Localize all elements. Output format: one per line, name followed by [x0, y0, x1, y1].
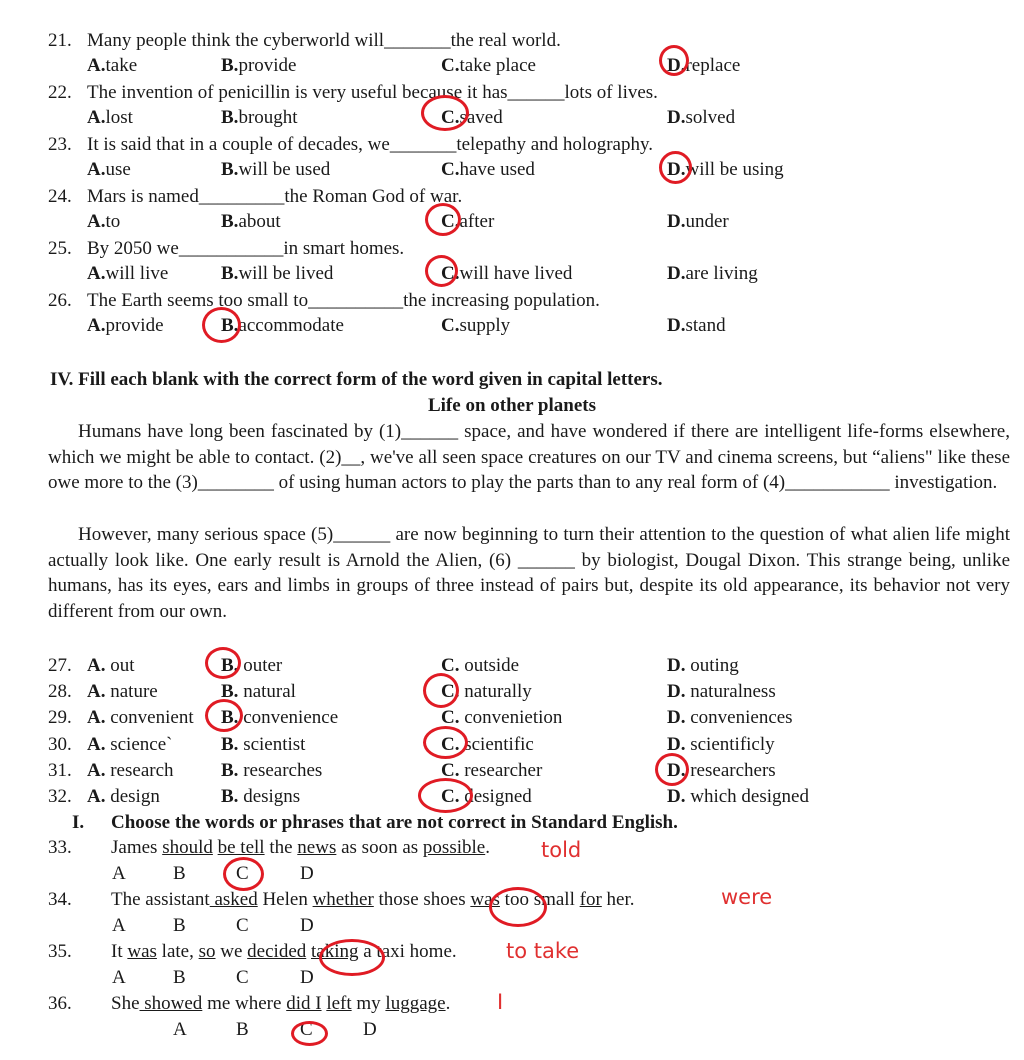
answer-circle-mark: [659, 151, 692, 184]
option-text: stand: [685, 315, 726, 336]
option-text: outer: [238, 655, 283, 676]
option-letter: C.: [441, 107, 460, 128]
option-text: scientificly: [685, 733, 775, 755]
section-i-roman: I.: [72, 812, 85, 833]
option-text: design: [105, 786, 160, 807]
option-text: will be using: [685, 159, 784, 180]
underlined-segment: possible: [422, 837, 486, 858]
question-number: 35.: [48, 941, 72, 962]
answer-circle-mark: [425, 203, 461, 236]
choice-letter-b: B: [173, 967, 186, 988]
option-d: [667, 681, 776, 703]
question-number: 28.: [48, 681, 72, 703]
section-iv-heading: IV. Fill each blank with the correct form of the word given in capital letters.: [50, 369, 663, 390]
option-letter: C.: [441, 55, 460, 76]
option-text: have used: [459, 159, 535, 180]
option-text: solved: [685, 107, 736, 128]
question-number: 26.: [48, 290, 72, 311]
option-letter: D.: [667, 211, 686, 232]
option-letter: C.: [441, 315, 460, 336]
option-text: nature: [105, 681, 158, 703]
sentence-text: It: [111, 941, 128, 962]
option-text: provide: [238, 55, 297, 76]
option-letter: A.: [87, 315, 106, 336]
option-letter: D.: [667, 107, 686, 128]
underlined-segment: be tell: [217, 837, 265, 858]
option-a: [87, 263, 168, 285]
choice-letter-b: B: [173, 915, 186, 936]
error-sentence: [111, 889, 635, 911]
option-b: [221, 760, 322, 782]
answer-circle-mark: [421, 95, 469, 131]
option-d: [667, 211, 729, 233]
option-text: will be lived: [238, 263, 334, 284]
option-text: lost: [105, 107, 133, 128]
option-letter: B.: [221, 263, 239, 284]
answer-circle-mark: [659, 45, 689, 76]
passage-paragraph-1: Humans have long been fascinated by (1)______ space, and have wondered if there are intelligent life-forms elsewhere, which we might be able to contact. (2)__, we've all seen space creatures on our TV and cinema screens, but “aliens" like these owe more to the (3)________ of using human actors to play the parts than to any real form of (4)___________ investigation.: [48, 421, 1010, 493]
option-b: [221, 159, 330, 181]
question-stem: It is said that in a couple of decades, we_______telepathy and holography.: [87, 134, 653, 155]
question-stem: The invention of penicillin is very useful because it has______lots of lives.: [87, 82, 658, 103]
question-number: 22.: [48, 82, 72, 103]
choice-letter-c: C: [236, 863, 249, 884]
option-text: take: [105, 55, 138, 76]
option-a: [87, 211, 120, 233]
sentence-text: .: [485, 837, 490, 858]
option-a: [87, 107, 133, 129]
option-c: [441, 655, 519, 677]
option-letter: B.: [221, 733, 239, 755]
option-text: naturally: [459, 681, 532, 703]
question-stem: The Earth seems too small to__________the increasing population.: [87, 290, 600, 311]
option-letter: C.: [441, 786, 460, 807]
option-letter: B.: [221, 681, 239, 703]
answer-circle-mark: [223, 857, 264, 891]
option-text: after: [459, 211, 495, 232]
option-text: researchers: [685, 759, 776, 781]
option-text: scientific: [459, 733, 534, 755]
option-letter: C.: [441, 733, 460, 755]
sentence-text: her.: [601, 889, 635, 910]
sentence-text: too small: [499, 889, 580, 910]
choice-letter-c: C: [236, 915, 249, 936]
option-a: [87, 681, 158, 703]
answer-circle-mark: [655, 753, 689, 786]
option-text: take place: [459, 55, 536, 76]
question-number: 34.: [48, 889, 72, 910]
option-a: [87, 315, 164, 337]
option-letter: C.: [441, 159, 460, 180]
option-text: designed: [459, 786, 532, 807]
question-number: 29.: [48, 707, 72, 729]
choice-letter-c: C: [236, 967, 249, 988]
option-b: [221, 211, 281, 233]
option-letter: C.: [441, 655, 460, 676]
option-letter: D.: [667, 786, 686, 807]
option-text: conveniences: [685, 707, 793, 729]
option-letter: C.: [441, 263, 460, 284]
option-text: will live: [105, 263, 169, 284]
underlined-segment: left: [326, 993, 352, 1014]
choice-letter-a: A: [112, 915, 126, 936]
option-text: researches: [238, 759, 323, 781]
option-letter: B.: [221, 786, 239, 807]
underlined-segment: should: [162, 837, 213, 858]
option-letter: A.: [87, 655, 106, 676]
underlined-segment: was: [127, 941, 157, 962]
option-letter: A.: [87, 211, 106, 232]
question-number: 32.: [48, 786, 72, 807]
question-stem: Mars is named_________the Roman God of war.: [87, 186, 463, 207]
option-letter: A.: [87, 733, 106, 755]
option-letter: D.: [667, 55, 686, 76]
error-sentence: [111, 993, 450, 1015]
option-letter: B.: [221, 759, 239, 781]
option-letter: D.: [667, 263, 686, 284]
option-text: science`: [105, 733, 173, 755]
option-a: [87, 655, 135, 677]
option-text: designs: [238, 786, 301, 807]
option-b: [221, 55, 296, 77]
option-letter: A.: [87, 759, 106, 781]
sentence-text: late,: [156, 941, 199, 962]
option-letter: D.: [667, 681, 686, 703]
option-letter: A.: [87, 55, 106, 76]
answer-circle-mark: [205, 699, 243, 732]
underlined-segment: showed: [139, 993, 203, 1014]
handwritten-correction: to take: [506, 939, 580, 963]
option-text: which designed: [685, 786, 809, 807]
option-a: [87, 55, 137, 77]
option-text: will have lived: [459, 263, 573, 284]
option-text: to: [105, 211, 121, 232]
sentence-text: as soon as: [336, 837, 423, 858]
question-number: 30.: [48, 733, 72, 755]
option-d: [667, 315, 726, 337]
option-b: [221, 734, 305, 756]
option-letter: B.: [221, 55, 239, 76]
option-letter: A.: [87, 107, 106, 128]
answer-circle-mark: [418, 778, 473, 813]
sentence-text: .: [445, 993, 451, 1014]
underlined-segment: decided: [247, 941, 307, 962]
sentence-text: my: [351, 993, 386, 1014]
question-number: 33.: [48, 837, 72, 858]
option-c: [441, 55, 536, 77]
option-text: will be used: [238, 159, 331, 180]
question-number: 31.: [48, 759, 72, 781]
option-letter: D.: [667, 159, 686, 180]
underlined-segment: whether: [312, 889, 374, 910]
option-letter: C.: [441, 211, 460, 232]
answer-circle-mark: [489, 887, 547, 927]
option-text: about: [238, 211, 281, 232]
answer-circle-mark: [425, 255, 458, 287]
answer-circle-mark: [205, 647, 241, 679]
choice-letter-a: A: [112, 863, 126, 884]
sentence-text: James: [111, 837, 163, 858]
option-text: provide: [105, 315, 164, 336]
sentence-text: She: [111, 993, 140, 1014]
option-letter: D.: [667, 733, 686, 755]
option-letter: A.: [87, 707, 106, 729]
choice-letter-d: D: [363, 1019, 377, 1040]
option-letter: B.: [221, 211, 239, 232]
option-b: [221, 107, 298, 129]
question-number: 36.: [48, 993, 72, 1014]
option-letter: D.: [667, 655, 686, 676]
option-c: [441, 707, 562, 729]
passage-paragraph-2: However, many serious space (5)______ are now beginning to turn their attention to the question of what alien life might actually look like. One early result is Arnold the Alien, (6) ______ by biologist, Dougal Dixon. This strange being, unlike humans, has its eyes, ears and limbs in groups of three instead of pairs but, despite its old appearance, its behavior not very different from our own.: [48, 524, 1010, 622]
choice-letter-b: B: [173, 863, 186, 884]
handwritten-correction: told: [541, 838, 582, 862]
underlined-segment: news: [297, 837, 337, 858]
underlined-segment: taking: [311, 941, 359, 962]
option-text: accommodate: [238, 315, 344, 336]
option-letter: B.: [221, 707, 239, 729]
error-sentence: [111, 941, 457, 963]
option-a: [87, 786, 160, 808]
choice-letter-d: D: [300, 967, 314, 988]
option-a: [87, 707, 194, 729]
option-d: [667, 786, 809, 808]
option-a: [87, 760, 174, 782]
option-a: [87, 734, 172, 756]
sentence-text: Helen: [257, 889, 313, 910]
underlined-segment: for: [579, 889, 602, 910]
question-stem: Many people think the cyberworld will_______the real world.: [87, 30, 561, 51]
underlined-segment: was: [470, 889, 500, 910]
option-letter: D.: [667, 315, 686, 336]
option-letter: A.: [87, 681, 106, 703]
choice-letter-d: D: [300, 863, 314, 884]
sentence-text: a taxi home.: [358, 941, 457, 962]
option-c: [441, 263, 572, 285]
option-text: convenietion: [459, 707, 563, 729]
option-d: [667, 655, 739, 677]
sentence-text: me where: [202, 993, 287, 1014]
question-number: 27.: [48, 655, 72, 676]
question-number: 21.: [48, 30, 72, 51]
answer-circle-mark: [202, 307, 241, 343]
underlined-segment: did I: [286, 993, 322, 1014]
sentence-text: the: [264, 837, 298, 858]
option-letter: A.: [87, 263, 106, 284]
option-letter: C.: [441, 707, 460, 729]
option-text: research: [105, 759, 174, 781]
option-letter: B.: [221, 655, 239, 676]
option-c: [441, 315, 510, 337]
option-text: out: [105, 655, 135, 676]
answer-circle-mark: [319, 939, 385, 976]
question-stem: By 2050 we___________in smart homes.: [87, 238, 405, 259]
option-text: supply: [459, 315, 511, 336]
option-text: outside: [459, 655, 520, 676]
handwritten-correction: I: [497, 990, 504, 1014]
option-d: [667, 263, 758, 285]
option-text: scientist: [238, 733, 306, 755]
option-text: brought: [238, 107, 298, 128]
option-letter: C.: [441, 759, 460, 781]
option-letter: C.: [441, 681, 460, 703]
option-a: [87, 159, 131, 181]
underlined-segment: luggage: [385, 993, 446, 1014]
option-d: [667, 734, 775, 756]
sentence-text: we: [215, 941, 248, 962]
option-text: use: [105, 159, 131, 180]
option-d: [667, 107, 735, 129]
option-text: convenient: [105, 707, 194, 729]
option-letter: A.: [87, 159, 106, 180]
option-c: [441, 159, 535, 181]
sentence-text: those shoes: [373, 889, 471, 910]
option-letter: D.: [667, 759, 686, 781]
option-text: outing: [685, 655, 739, 676]
choice-letter-a: A: [112, 967, 126, 988]
answer-circle-mark: [291, 1021, 328, 1046]
option-letter: B.: [221, 159, 239, 180]
option-b: [221, 263, 333, 285]
error-sentence: [111, 837, 490, 859]
option-text: replace: [685, 55, 741, 76]
option-text: naturalness: [685, 681, 776, 703]
option-text: convenience: [238, 707, 339, 729]
option-text: natural: [238, 681, 296, 703]
answer-circle-mark: [423, 726, 468, 759]
option-text: researcher: [459, 759, 543, 781]
choice-letter-b: B: [236, 1019, 249, 1040]
option-letter: A.: [87, 786, 106, 807]
underlined-segment: so: [198, 941, 216, 962]
section-i-heading: Choose the words or phrases that are not correct in Standard English.: [111, 812, 678, 833]
sentence-text: The assistant: [111, 889, 210, 910]
answer-circle-mark: [423, 673, 459, 708]
option-d: [667, 707, 793, 729]
option-letter: D.: [667, 707, 686, 729]
passage-title: Life on other planets: [427, 395, 596, 416]
option-text: are living: [685, 263, 758, 284]
option-b: [221, 786, 300, 808]
choice-letter-a: A: [173, 1019, 187, 1040]
underlined-segment: asked: [209, 889, 258, 910]
question-number: 23.: [48, 134, 72, 155]
option-letter: B.: [221, 315, 239, 336]
option-text: saved: [459, 107, 503, 128]
choice-letter-d: D: [300, 915, 314, 936]
option-letter: B.: [221, 107, 239, 128]
choice-letter-c: C: [300, 1019, 313, 1040]
question-number: 24.: [48, 186, 72, 207]
option-text: under: [685, 211, 729, 232]
question-number: 25.: [48, 238, 72, 259]
handwritten-correction: were: [721, 885, 773, 909]
